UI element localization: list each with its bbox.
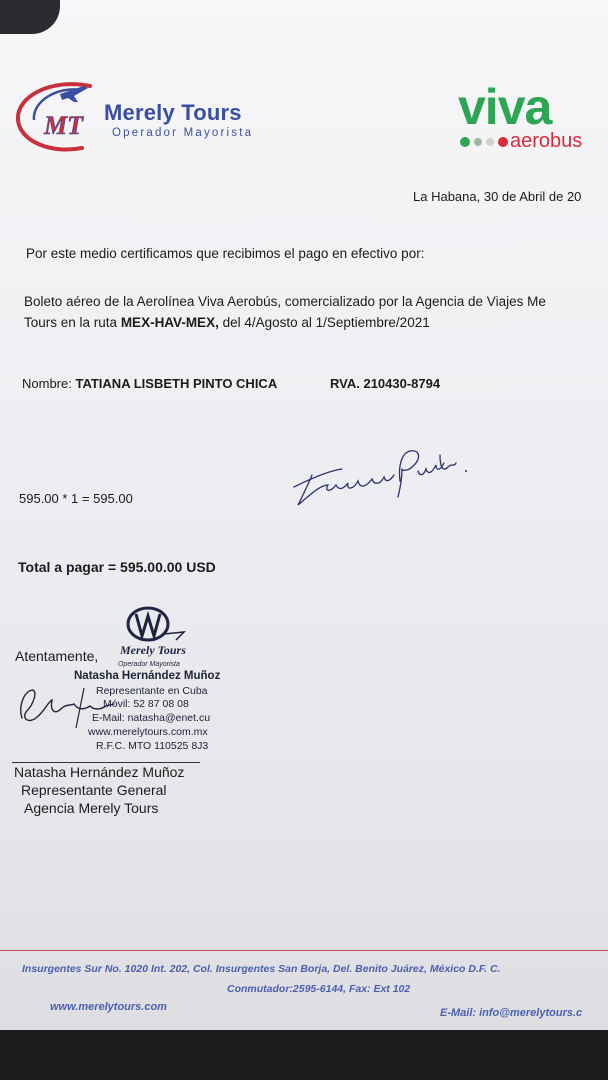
- signature-line: [12, 762, 200, 763]
- svg-text:Merely Tours: Merely Tours: [120, 643, 186, 657]
- issuer-signature: [14, 684, 122, 734]
- footer-email: E-Mail: info@merelytours.c: [440, 1007, 583, 1019]
- merely-subtitle: Operador Mayorista: [112, 127, 254, 139]
- footer-divider: [0, 950, 608, 951]
- total-amount: Total a pagar = 595.00.00 USD: [18, 559, 216, 575]
- viva-logo-word: viva: [458, 79, 552, 135]
- signatory-agency: Agencia Merely Tours: [24, 800, 159, 816]
- photo-background-bottom: [0, 1030, 608, 1080]
- svg-text:Operador Mayorista: Operador Mayorista: [118, 661, 180, 668]
- stamp-web: www.merelytours.com.mx: [88, 726, 208, 738]
- photo-background-corner: [0, 0, 60, 34]
- footer-phone: Conmutador:2595-6144, Fax: Ext 102: [227, 983, 411, 995]
- route: MEX-HAV-MEX,: [120, 315, 219, 330]
- reservation-code: RVA. 210430-8794: [330, 376, 441, 391]
- passenger-name: TATIANA LISBETH PINTO CHICA: [75, 376, 278, 391]
- stamp-email: E-Mail: natasha@enet.cu: [92, 712, 211, 724]
- stamp-rfc: R.F.C. MTO 110525 8J3: [96, 740, 209, 752]
- intro-line: Por este medio certificamos que recibimos el pago en efectivo por:: [26, 246, 425, 261]
- signatory-title: Representante General: [21, 782, 167, 798]
- body-line-1: Boleto aéreo de la Aerolínea Viva Aerobús, comercializado por la Agencia de Viajes Me: [24, 294, 546, 309]
- footer-website: www.merelytours.com: [50, 1001, 167, 1013]
- viva-dots-icon: [458, 134, 510, 150]
- footer-address: Insurgentes Sur No. 1020 Int. 202, Col. Insurgentes San Borja, Del. Benito Juárez, México D.F. C.: [22, 963, 501, 975]
- body-line-2-post: del 4/Agosto al 1/Septiembre/2021: [218, 315, 430, 330]
- client-signature: [290, 445, 470, 515]
- price-calculation: 595.00 * 1 = 595.00: [19, 491, 133, 506]
- name-label: Nombre:: [22, 376, 76, 391]
- merely-brand-name: Merely Tours: [104, 100, 242, 125]
- stamp-logo: [118, 604, 248, 670]
- signatory-name: Natasha Hernández Muñoz: [14, 764, 185, 780]
- stamp-role: Representante en Cuba: [96, 685, 208, 697]
- letter-date: La Habana, 30 de Abril de 20: [413, 189, 582, 204]
- closing-text: Atentamente,: [15, 648, 99, 664]
- stamp-mobile: Móvil: 52 87 08 08: [103, 698, 189, 710]
- body-line-2-pre: Tours en la ruta: [24, 315, 121, 330]
- body-line-2: [24, 315, 430, 330]
- svg-text:MT: MT: [44, 111, 83, 140]
- passenger-name-row: [22, 376, 277, 391]
- stamp-name: Natasha Hernández Muñoz: [74, 670, 221, 682]
- viva-logo-aerobus: aerobus: [510, 130, 583, 152]
